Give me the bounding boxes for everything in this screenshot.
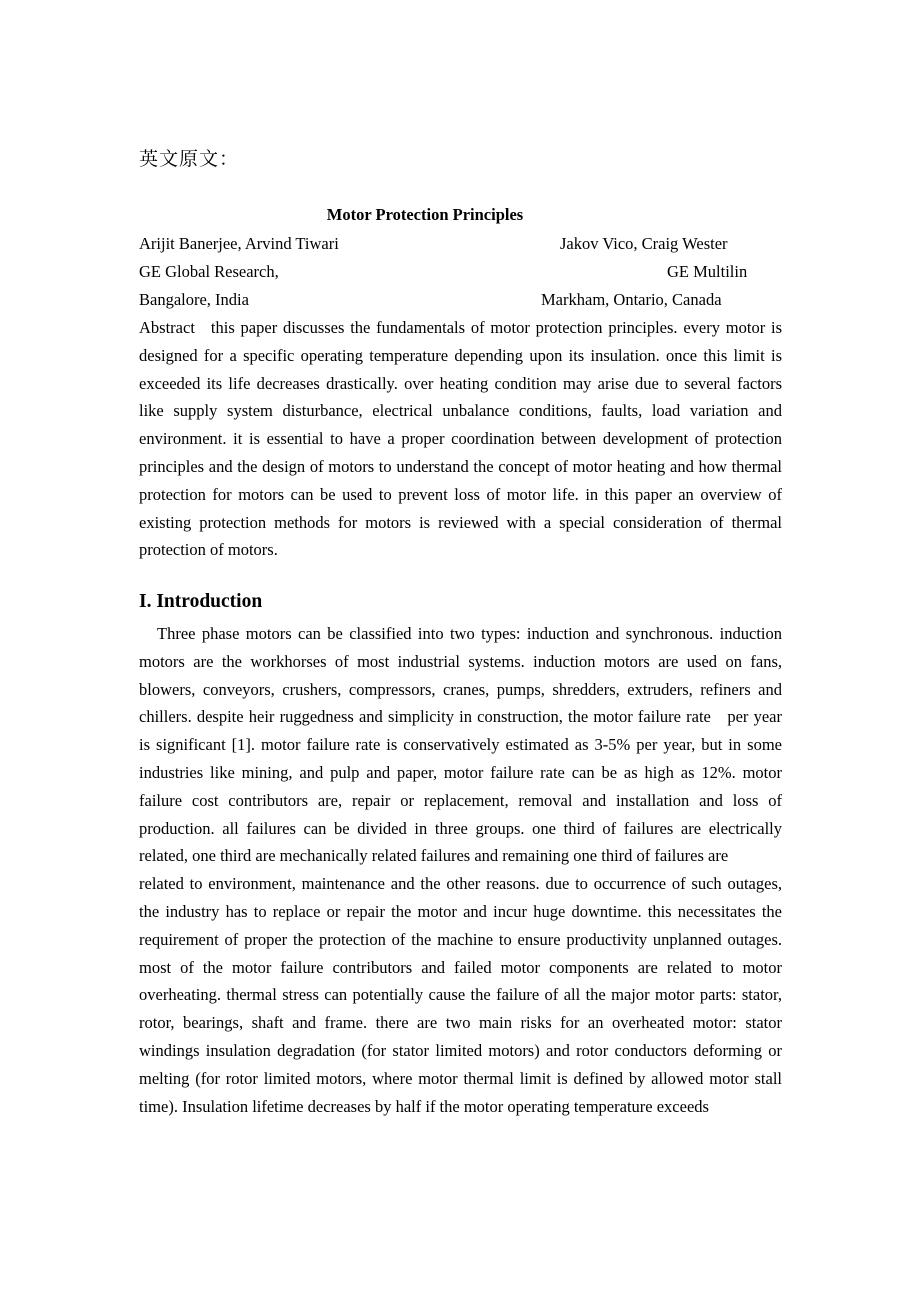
right-location: Markham, Ontario, Canada <box>541 290 722 309</box>
left-affiliation: GE Global Research, <box>139 262 279 281</box>
author-row-names <box>139 230 782 258</box>
paper-title: Motor Protection Principles <box>326 205 524 224</box>
author-row-affiliations <box>139 258 782 286</box>
abstract-label: Abstract <box>139 318 195 337</box>
abstract <box>139 314 782 564</box>
section-heading: I. Introduction <box>139 591 263 612</box>
intro-paragraph-1: Three phase motors can be classified into two types: induction and synchronous. induction motors are the workhorses of most industrial systems. induction motors are used on fans, blowers, conveyors, crushers, compressors, cranes, pumps, shredders, extruders, refiners and chillers. despite heir ruggedness and simplicity in construction, the motor failure rate per year is significant [1]. motor failure rate is conservatively estimated as 3-5% per year, but in some industries like mining, and pulp and paper, motor failure rate can be as high as 12%. motor failure cost contributors are, repair or replacement, removal and installation and loss of production. all failures can be divided in three groups. one third of failures are electrically related, one third are mechanically related failures and remaining one third of failures are <box>139 624 782 866</box>
left-location: Bangalore, India <box>139 290 249 309</box>
abstract-text: this paper discusses the fundamentals of motor protection principles. every motor is designed for a specific operating temperature depending upon its insulation. once this limit is exceeded its life decreases drastically. over heating condition may arise due to several factors like supply system disturbance, electrical unbalance conditions, faults, load variation and environment. it is essential to have a proper coordination between development of protection principles and the design of motors to understand the concept of motor heating and how thermal protection for motors can be used to prevent loss of motor life. in this paper an overview of existing protection methods for motors is reviewed with a special consideration of thermal protection of motors. <box>139 318 782 560</box>
left-authors: Arijit Banerjee, Arvind Tiwari <box>139 234 339 253</box>
right-authors: Jakov Vico, Craig Wester <box>560 234 728 253</box>
right-affiliation: GE Multilin <box>667 262 748 281</box>
introduction-body <box>139 620 782 1120</box>
author-row-locations <box>139 286 782 314</box>
intro-paragraph-2: related to environment, maintenance and the other reasons. due to occurrence of such outages, the industry has to replace or repair the motor and incur huge downtime. this necessitates the requirement of proper the protection of the machine to ensure productivity unplanned outages. most of the motor failure contributors and failed motor components are related to motor overheating. thermal stress can potentially cause the failure of all the major motor parts: stator, rotor, bearings, shaft and frame. there are two main risks for an overheated motor: stator windings insulation degradation (for stator limited motors) and rotor conductors deforming or melting (for rotor limited motors, where motor thermal limit is defined by allowed motor stall time). Insulation lifetime decreases by half if the motor operating temperature exceeds <box>139 874 782 1116</box>
original-text-label: 英文原文： <box>139 148 240 170</box>
